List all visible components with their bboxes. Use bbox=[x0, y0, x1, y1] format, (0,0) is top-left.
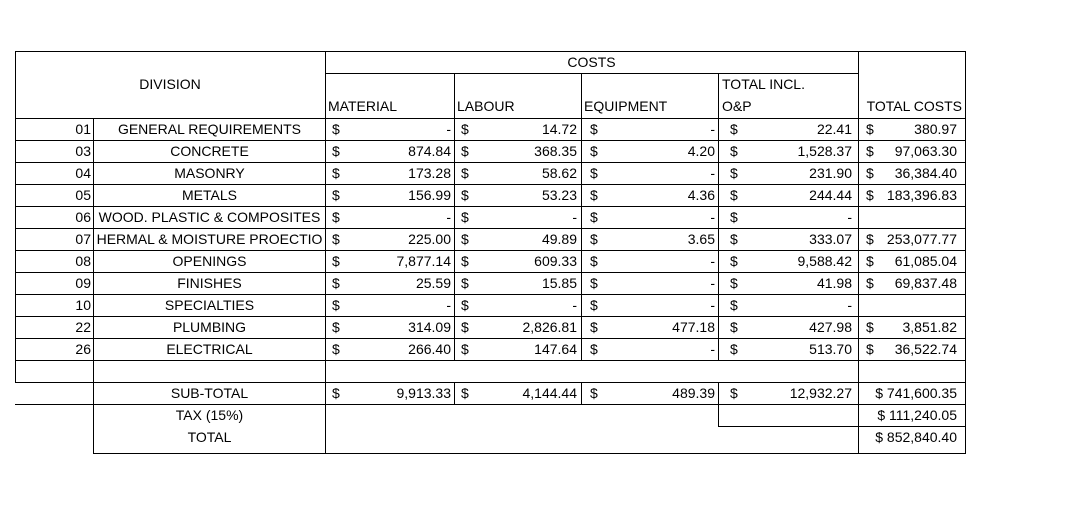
division-name: GENERAL REQUIREMENTS bbox=[117, 121, 302, 137]
equipment-currency: $ bbox=[590, 253, 598, 269]
total-costs-currency: $ bbox=[866, 121, 874, 137]
tax-label: TAX (15%) bbox=[175, 407, 244, 423]
costs-header: COSTS bbox=[567, 54, 616, 70]
equipment-value: 477.18 bbox=[672, 319, 715, 335]
total-incl-currency: $ bbox=[730, 297, 738, 313]
total-costs-value: 36,384.40 bbox=[894, 165, 957, 181]
grid-line bbox=[15, 360, 966, 361]
equipment-value: - bbox=[710, 297, 715, 313]
total-incl-value: 1,528.37 bbox=[797, 143, 852, 159]
total-costs-value: 253,077.77 bbox=[886, 231, 957, 247]
division-name: METALS bbox=[182, 187, 237, 203]
division-name: HERMAL & MOISTURE PROECTIO bbox=[96, 231, 323, 247]
subtotal-labour: 4,144.44 bbox=[522, 385, 577, 401]
division-code: 22 bbox=[75, 319, 91, 335]
grid-line bbox=[581, 338, 582, 360]
subtotal-label: SUB-TOTAL bbox=[170, 385, 249, 401]
labour-currency: $ bbox=[461, 165, 469, 181]
labour-currency: $ bbox=[461, 275, 469, 291]
labour-value: - bbox=[572, 209, 577, 225]
material-currency: $ bbox=[332, 297, 340, 313]
grid-line bbox=[15, 316, 966, 317]
division-name: ELECTRICAL bbox=[166, 341, 253, 357]
total-costs-value: 36,522.74 bbox=[894, 341, 957, 357]
subtotal-total-costs: $ 741,600.35 bbox=[875, 385, 957, 401]
total-incl-currency: $ bbox=[730, 165, 738, 181]
grid-line bbox=[718, 162, 719, 184]
labour-currency: $ bbox=[461, 231, 469, 247]
equipment-currency: $ bbox=[590, 275, 598, 291]
grid-line bbox=[15, 140, 966, 141]
labour-value: 58.62 bbox=[541, 165, 577, 181]
grid-line bbox=[454, 162, 455, 184]
material-currency: $ bbox=[332, 209, 340, 225]
labour-value: 49.89 bbox=[541, 231, 577, 247]
grid-line bbox=[454, 382, 455, 404]
total-costs-value: 183,396.83 bbox=[886, 187, 957, 203]
grid-line bbox=[718, 272, 719, 294]
total-costs-value: 380.97 bbox=[914, 121, 957, 137]
grid-line bbox=[454, 118, 455, 140]
grid-line bbox=[15, 162, 966, 163]
total-label: TOTAL bbox=[187, 429, 232, 445]
labour-value: 2,826.81 bbox=[522, 319, 577, 335]
grid-line bbox=[454, 294, 455, 316]
total-incl-currency: $ bbox=[730, 231, 738, 247]
grid-line bbox=[581, 228, 582, 250]
labour-currency: $ bbox=[461, 319, 469, 335]
grid-line bbox=[15, 118, 966, 119]
grid-line bbox=[965, 51, 966, 454]
material-currency: $ bbox=[332, 319, 340, 335]
total-incl-currency: $ bbox=[730, 275, 738, 291]
material-value: 874.84 bbox=[408, 143, 451, 159]
labour-currency: $ bbox=[461, 187, 469, 203]
equipment-value: - bbox=[710, 121, 715, 137]
grid-line bbox=[581, 272, 582, 294]
grid-line bbox=[718, 250, 719, 272]
grid-line bbox=[93, 453, 966, 454]
grid-line bbox=[718, 338, 719, 360]
total-costs-value: 61,085.04 bbox=[894, 253, 957, 269]
division-name: SPECIALTIES bbox=[164, 297, 255, 313]
material-currency: $ bbox=[332, 385, 340, 401]
total-incl-currency: $ bbox=[730, 319, 738, 335]
total-costs-value: 69,837.48 bbox=[894, 275, 957, 291]
material-value: 173.28 bbox=[408, 165, 451, 181]
equipment-currency: $ bbox=[590, 143, 598, 159]
total-incl-value: - bbox=[847, 209, 852, 225]
grid-line bbox=[15, 228, 966, 229]
total-incl-value: 333.07 bbox=[809, 231, 852, 247]
grid-line bbox=[15, 206, 966, 207]
division-code: 05 bbox=[75, 187, 91, 203]
grid-line bbox=[454, 228, 455, 250]
division-name: FINISHES bbox=[177, 275, 242, 291]
total-incl-currency: $ bbox=[730, 121, 738, 137]
grid-line bbox=[454, 338, 455, 360]
labour-value: 15.85 bbox=[541, 275, 577, 291]
grid-line bbox=[581, 382, 582, 404]
material-currency: $ bbox=[332, 231, 340, 247]
total-incl-value: 41.98 bbox=[816, 275, 852, 291]
total-incl-currency: $ bbox=[730, 187, 738, 203]
material-currency: $ bbox=[332, 275, 340, 291]
material-value: - bbox=[446, 121, 451, 137]
subtotal-material: 9,913.33 bbox=[396, 385, 451, 401]
grid-line bbox=[718, 382, 719, 427]
grid-line bbox=[15, 338, 966, 339]
equipment-currency: $ bbox=[590, 319, 598, 335]
division-code: 06 bbox=[75, 209, 91, 225]
grid-line bbox=[93, 118, 94, 454]
division-name: MASONRY bbox=[174, 165, 245, 181]
equipment-value: 3.65 bbox=[687, 231, 715, 247]
equipment-value: - bbox=[710, 275, 715, 291]
grid-line bbox=[454, 250, 455, 272]
material-value: 225.00 bbox=[408, 231, 451, 247]
grid-line bbox=[581, 250, 582, 272]
division-code: 09 bbox=[75, 275, 91, 291]
grid-line bbox=[718, 294, 719, 316]
total-incl-currency: $ bbox=[730, 341, 738, 357]
grid-line bbox=[581, 294, 582, 316]
total-incl-currency: $ bbox=[730, 253, 738, 269]
equipment-value: - bbox=[710, 253, 715, 269]
grid-line bbox=[15, 51, 966, 52]
division-code: 03 bbox=[75, 143, 91, 159]
labour-currency: $ bbox=[461, 253, 469, 269]
grid-line bbox=[15, 272, 966, 273]
equipment-currency: $ bbox=[590, 209, 598, 225]
total-incl-currency: $ bbox=[730, 143, 738, 159]
grid-line bbox=[581, 184, 582, 206]
equipment-value: 4.36 bbox=[687, 187, 715, 203]
material-header: MATERIAL bbox=[328, 98, 397, 114]
labour-currency: $ bbox=[461, 297, 469, 313]
labour-value: 368.35 bbox=[534, 143, 577, 159]
cost-summary-table bbox=[15, 51, 965, 454]
equipment-value: - bbox=[710, 341, 715, 357]
labour-currency: $ bbox=[461, 385, 469, 401]
labour-currency: $ bbox=[461, 341, 469, 357]
subtotal-total-incl: 12,932.27 bbox=[789, 385, 852, 401]
grid-line bbox=[581, 140, 582, 162]
total-costs-currency: $ bbox=[866, 143, 874, 159]
total-incl-currency: $ bbox=[730, 385, 738, 401]
material-currency: $ bbox=[332, 143, 340, 159]
grid-line bbox=[581, 316, 582, 338]
labour-value: 14.72 bbox=[541, 121, 577, 137]
total-costs-currency: $ bbox=[866, 253, 874, 269]
material-value: - bbox=[446, 297, 451, 313]
material-currency: $ bbox=[332, 341, 340, 357]
equipment-value: - bbox=[710, 209, 715, 225]
subtotal-equipment: 489.39 bbox=[672, 385, 715, 401]
material-value: 7,877.14 bbox=[396, 253, 451, 269]
labour-currency: $ bbox=[461, 143, 469, 159]
grid-line bbox=[15, 382, 966, 383]
grid-line bbox=[718, 184, 719, 206]
grid-line bbox=[325, 73, 858, 74]
grid-line bbox=[454, 316, 455, 338]
grid-line bbox=[15, 250, 966, 251]
division-code: 26 bbox=[75, 341, 91, 357]
material-value: 266.40 bbox=[408, 341, 451, 357]
material-value: - bbox=[446, 209, 451, 225]
grid-line bbox=[581, 118, 582, 140]
grid-line bbox=[718, 316, 719, 338]
grid-line bbox=[718, 426, 966, 427]
division-name: CONCRETE bbox=[170, 143, 249, 159]
material-currency: $ bbox=[332, 187, 340, 203]
grid-line bbox=[581, 162, 582, 184]
total-costs-currency: $ bbox=[866, 275, 874, 291]
material-value: 25.59 bbox=[415, 275, 451, 291]
labour-currency: $ bbox=[461, 121, 469, 137]
division-code: 07 bbox=[75, 231, 91, 247]
total-incl-value: 231.90 bbox=[809, 165, 852, 181]
grid-line bbox=[454, 272, 455, 294]
equipment-currency: $ bbox=[590, 121, 598, 137]
total-costs-value: 3,851.82 bbox=[902, 319, 957, 335]
labour-value: 147.64 bbox=[534, 341, 577, 357]
grid-line bbox=[454, 206, 455, 228]
grid-line bbox=[454, 140, 455, 162]
material-value: 156.99 bbox=[408, 187, 451, 203]
equipment-currency: $ bbox=[590, 297, 598, 313]
equipment-currency: $ bbox=[590, 187, 598, 203]
total-incl-value: - bbox=[847, 297, 852, 313]
total-incl-value: 9,588.42 bbox=[797, 253, 852, 269]
division-name: WOOD. PLASTIC & COMPOSITES bbox=[98, 209, 321, 225]
total-costs-header: TOTAL COSTS bbox=[866, 98, 962, 114]
grid-line bbox=[15, 184, 966, 185]
labour-value: 53.23 bbox=[541, 187, 577, 203]
total-incl-header: TOTAL INCL. bbox=[722, 76, 805, 92]
total-incl-value: 22.41 bbox=[816, 121, 852, 137]
material-value: 314.09 bbox=[408, 319, 451, 335]
equipment-value: - bbox=[710, 165, 715, 181]
grand-total: $ 852,840.40 bbox=[875, 429, 957, 445]
op-header: O&P bbox=[722, 98, 752, 114]
equipment-currency: $ bbox=[590, 385, 598, 401]
grid-line bbox=[15, 294, 966, 295]
grid-line bbox=[93, 404, 326, 405]
equipment-currency: $ bbox=[590, 341, 598, 357]
division-code: 08 bbox=[75, 253, 91, 269]
grid-line bbox=[718, 140, 719, 162]
labour-value: 609.33 bbox=[534, 253, 577, 269]
grid-line bbox=[581, 206, 582, 228]
grid-line bbox=[325, 51, 326, 454]
grid-line bbox=[718, 118, 719, 140]
division-name: PLUMBING bbox=[172, 319, 247, 335]
grid-line bbox=[718, 228, 719, 250]
division-code: 01 bbox=[75, 121, 91, 137]
grid-line bbox=[858, 51, 859, 454]
grid-line bbox=[15, 51, 16, 383]
equipment-header: EQUIPMENT bbox=[584, 98, 668, 114]
total-costs-currency: $ bbox=[866, 187, 874, 203]
total-costs-value: 97,063.30 bbox=[894, 143, 957, 159]
equipment-value: 4.20 bbox=[687, 143, 715, 159]
total-incl-value: 244.44 bbox=[809, 187, 852, 203]
grid-line bbox=[454, 184, 455, 206]
total-incl-value: 513.70 bbox=[809, 341, 852, 357]
labour-value: - bbox=[572, 297, 577, 313]
total-incl-currency: $ bbox=[730, 209, 738, 225]
total-costs-currency: $ bbox=[866, 165, 874, 181]
material-currency: $ bbox=[332, 121, 340, 137]
labour-currency: $ bbox=[461, 209, 469, 225]
total-incl-value: 427.98 bbox=[809, 319, 852, 335]
material-currency: $ bbox=[332, 253, 340, 269]
equipment-currency: $ bbox=[590, 231, 598, 247]
division-name: OPENINGS bbox=[172, 253, 247, 269]
division-code: 04 bbox=[75, 165, 91, 181]
grid-line bbox=[718, 206, 719, 228]
division-header: DIVISION bbox=[139, 76, 201, 92]
total-costs-currency: $ bbox=[866, 319, 874, 335]
division-code: 10 bbox=[75, 297, 91, 313]
total-costs-currency: $ bbox=[866, 341, 874, 357]
labour-header: LABOUR bbox=[457, 98, 515, 114]
total-costs-currency: $ bbox=[866, 231, 874, 247]
tax-total-costs: $ 111,240.05 bbox=[877, 407, 957, 423]
material-currency: $ bbox=[332, 165, 340, 181]
equipment-currency: $ bbox=[590, 165, 598, 181]
